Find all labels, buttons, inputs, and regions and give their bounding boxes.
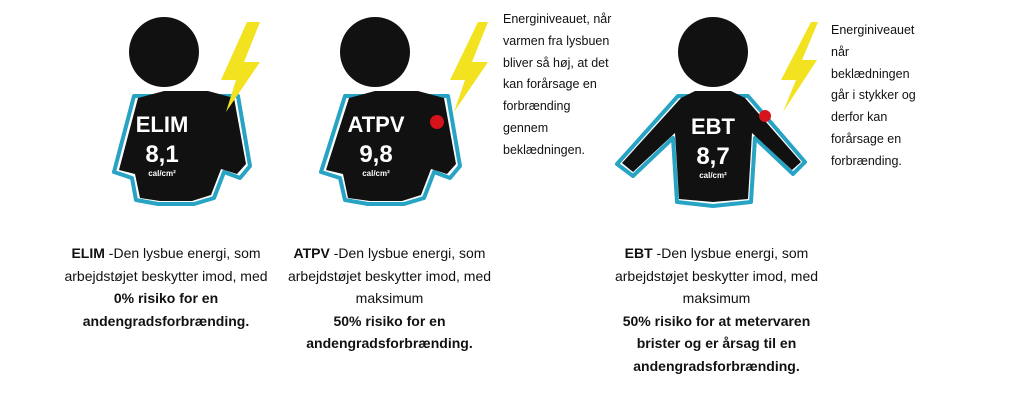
shirt-body — [119, 91, 246, 201]
caption-text: -Den lysbue energi, som arbejdstøjet beskytter imod, med — [64, 245, 268, 284]
burn-spot-icon — [759, 110, 771, 122]
atpv-figure-graphic — [310, 12, 485, 217]
ebt-side-note: Energiniveauet når beklædningen går i stykker og derfor kan forårsage en forbrænding. — [831, 23, 916, 168]
head-icon — [678, 17, 748, 87]
atpv-side-note: Energiniveauet, når varmen fra lysbuen bliver så høj, at det kan forårsage en forbrænding gennem beklædningen. — [503, 12, 612, 157]
lightning-bolt-icon — [781, 22, 818, 112]
head-icon — [129, 17, 199, 87]
figure-atpv — [310, 12, 485, 217]
shirt-label: ELIM — [135, 112, 189, 137]
caption-bold: 0% risiko for en andengradsforbrænding. — [82, 290, 250, 329]
caption-bold: 50% risiko for en andengradsforbrænding. — [306, 312, 473, 351]
caption-lead: ELIM — [71, 245, 105, 261]
ebt-caption — [614, 242, 819, 377]
head-icon — [340, 17, 410, 87]
ebt-figure-graphic — [615, 12, 815, 217]
elim-figure-graphic — [110, 12, 280, 217]
shirt-value: 8,1 — [145, 141, 179, 168]
burn-spot-icon — [430, 115, 444, 129]
shirt-unit: cal/cm² — [148, 169, 176, 178]
shirt-value: 8,7 — [696, 143, 730, 170]
shirt-unit: cal/cm² — [362, 169, 390, 178]
elim-caption — [55, 242, 277, 332]
caption-bold: 50% risiko for at metervaren brister og er årsag til en andengradsforbrænding. — [622, 312, 811, 374]
atpv-caption — [282, 242, 497, 355]
caption-text: -Den lysbue energi, som arbejdstøjet beskytter imod, med maksimum — [287, 245, 492, 306]
lightning-bolt-icon — [450, 22, 488, 112]
shirt-label: EBT — [691, 114, 735, 139]
caption-lead: EBT — [624, 245, 653, 261]
figure-elim — [110, 12, 280, 217]
figure-ebt — [615, 12, 815, 217]
shirt-unit: cal/cm² — [699, 171, 727, 180]
shirt-label: ATPV — [347, 112, 405, 137]
caption-lead: ATPV — [293, 245, 330, 261]
shirt-value: 9,8 — [359, 141, 393, 168]
caption-text: -Den lysbue energi, som arbejdstøjet beskytter imod, med maksimum — [614, 245, 819, 306]
